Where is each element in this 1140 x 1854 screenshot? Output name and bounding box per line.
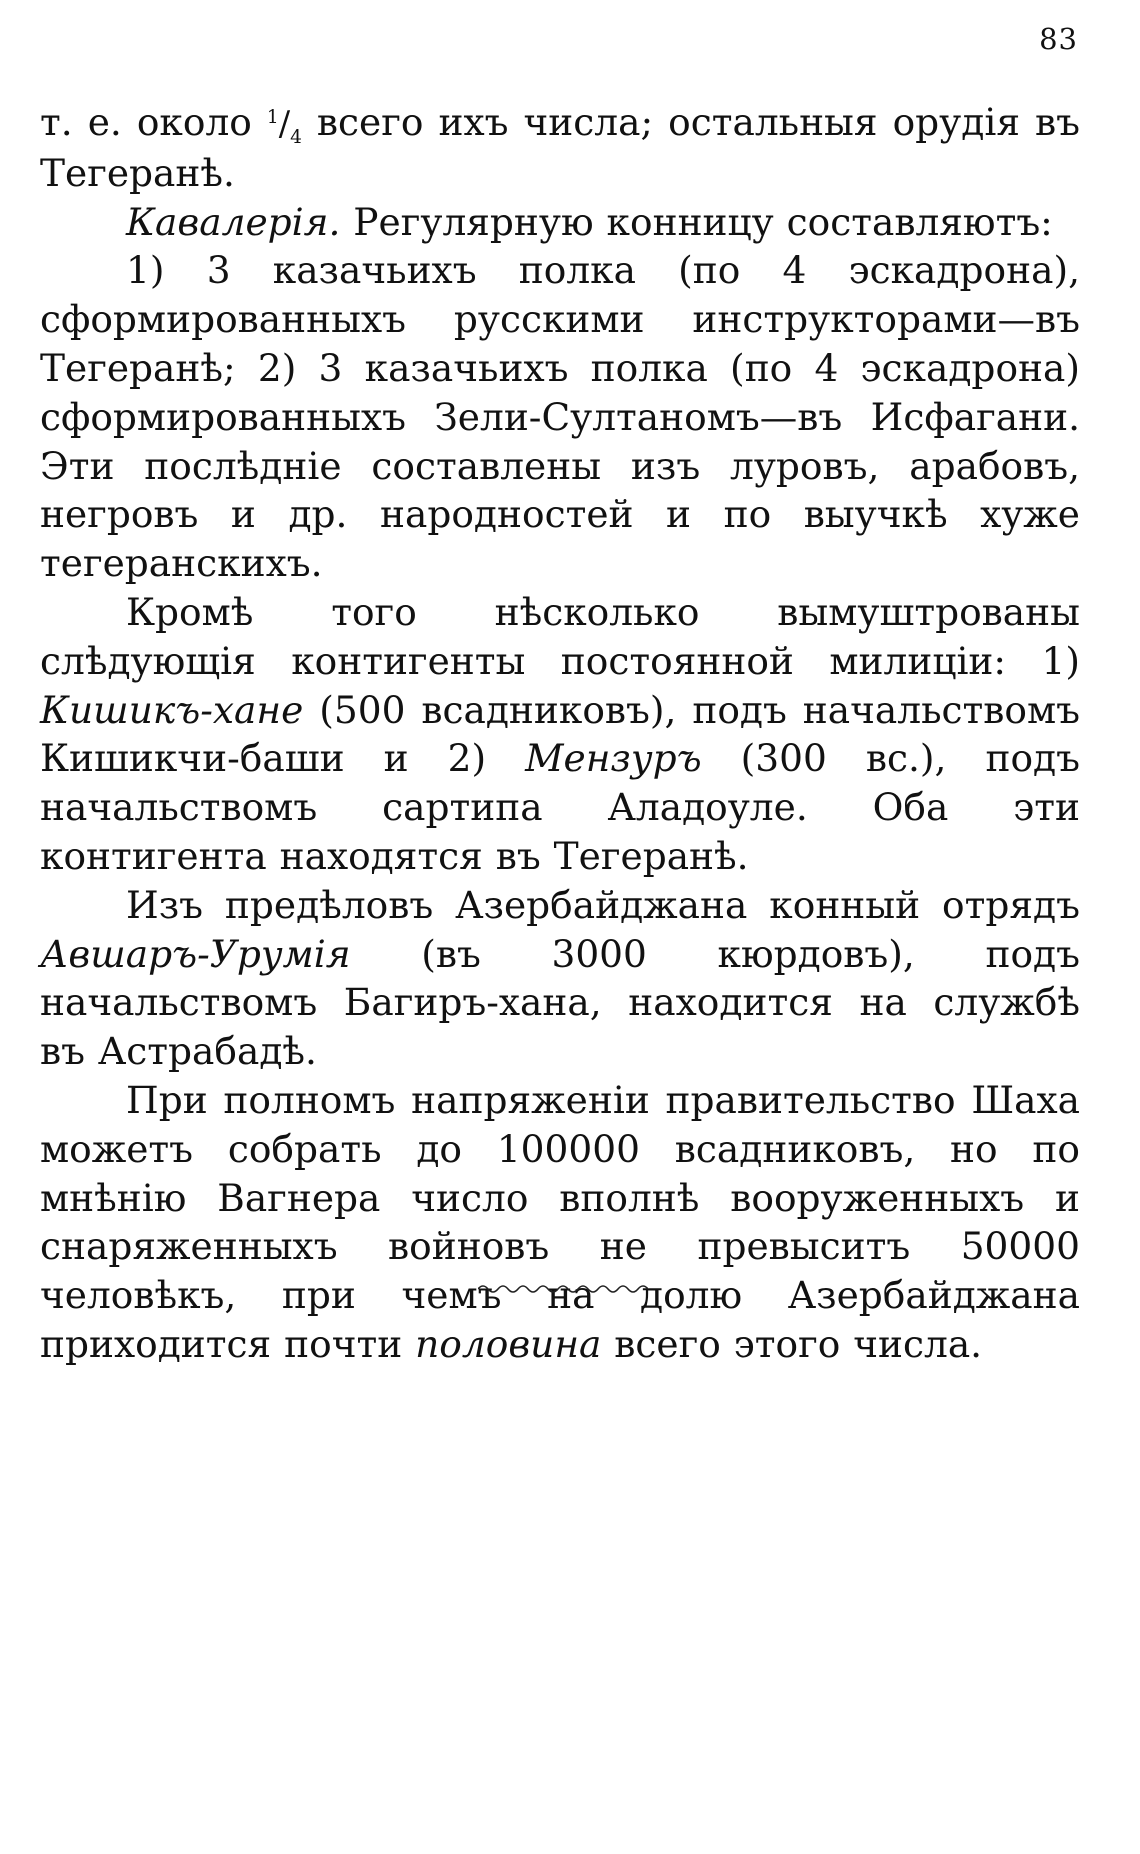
text-segment: (500 всадниковъ), подъ начальствомъ Кишикчи-баши и 2) [40,687,1080,781]
italic-term: Мензуръ [525,736,702,781]
italic-term: Кишикъ-хане [40,687,304,732]
italic-term: Авшаръ-Урумія [40,931,351,976]
text-segment: т. е. около [40,100,267,144]
text-segment: (300 вс.), подъ начальствомъ сартипа Аладоуле. Оба эти контигента находятся въ Тегеранѣ. [40,736,1080,878]
paragraph-3 [40,246,1080,588]
text-segment: При полномъ напряженіи правительство Шаха можетъ собрать до 100000 всадниковъ, но по мнѣнію Вагнера число вполнѣ вооруженныхъ и снаряженныхъ войновъ не превыситъ 50000 человѣкъ, при чемъ на долю Азербайджана приходится почти [40,1077,1080,1366]
text-segment: Кромѣ того нѣсколько вымуштрованы слѣдующія контигенты постоянной милиціи: 1) [40,589,1080,683]
fraction-one-quarter: $^1/_4$ [266,104,302,148]
paragraph-5 [40,881,1080,1076]
text-segment: 1) 3 казачьихъ полка (по 4 эскадрона), сформированныхъ русскими инструкторами—въ Тегеранѣ; 2) 3 казачьихъ полка (по 4 эскадрона) сформированныхъ Зели-Султаномъ—въ Исфагани. Эти послѣдніе составлены изъ луровъ, арабовъ, негровъ и др. народностей и по выучкѣ хуже тегеранскихъ. [40,248,1080,586]
page-number: 83 [1039,22,1078,56]
section-heading-cavalry: Кавалерія. [126,199,341,244]
paragraph-1 [40,98,1080,198]
fraction-numerator: 1 [266,106,279,128]
fraction-denominator: 4 [290,126,302,148]
paragraph-2 [40,198,1080,247]
text-segment: всего ихъ числа; остальныя орудія въ Тегеранѣ. [40,100,1080,195]
paragraph-4 [40,588,1080,881]
paragraph-6 [40,1076,1080,1369]
text-segment: всего этого числа. [601,1321,983,1366]
italic-term: половина [415,1321,602,1366]
text-body [40,98,1080,1369]
wavy-line-ornament-icon [478,1279,648,1299]
text-segment: (въ 3000 кюрдовъ), подъ начальствомъ Багиръ-хана, находится на службѣ въ Астрабадѣ. [40,931,1080,1074]
text-segment: Изъ предѣловъ Азербайджана конный отрядъ [126,882,1080,927]
text-segment: Регулярную конницу составляютъ: [340,199,1053,244]
